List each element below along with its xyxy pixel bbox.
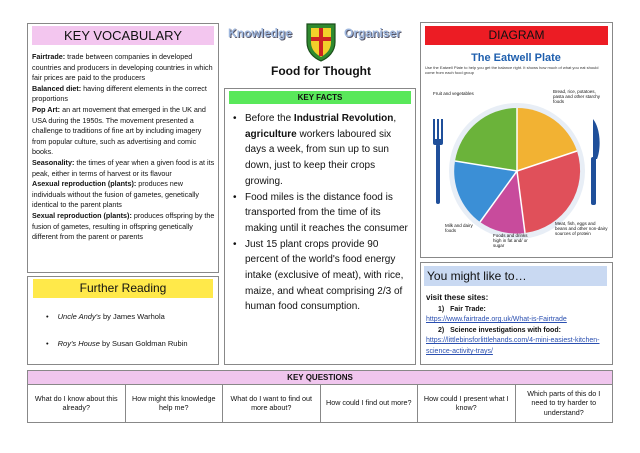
label-sugar-wrap [493,233,533,254]
vocab-entry: Pop Art: an art movement that emerged in the UK and USA during the 1950s. The movement presented a challenge to traditions of fine art by including imagery from popular culture, such as advertising and comic books. [32,104,206,157]
vocab-entry: Fairtrade: trade between companies in developed countries and producers in developing countries in which fair prices are paid to the producers [32,52,213,83]
fact-item: • Food miles is the distance food is transported from the time of its making until it reaches the consumer [231,190,413,237]
key-facts-heading: KEY FACTS [229,91,411,104]
question-cell: How could I find out more? [321,384,419,422]
label-sugar: Foods and drinks high in fat and/ or sugar [493,233,528,248]
vocab-entry: Seasonality: the times of year when a given food is at its peak, either in terms of harvest or its flavour [32,157,215,178]
question-cell: What do I want to find out more about? [223,384,321,422]
organiser-header [228,22,414,60]
knife-icon [591,119,600,205]
you-might-like-heading: You might like to… [424,266,607,286]
vocab-entry: Balanced diet: having different elements in the correct proportions [32,83,207,104]
plate-subtitle: Use the Eatwell Plate to help you get the balance right. It shows how much of what you eat should come from each food group [425,65,599,75]
fair-trade-link[interactable]: https://www.fairtrade.org.uk/What-is-Fairtrade [426,316,567,324]
key-vocabulary-heading: KEY VOCABULARY [32,26,214,45]
label-meat: Meat, fish, eggs and beans and other non-dairy sources of protein [555,221,608,236]
question-cell: What do I know about this already? [28,384,126,422]
question-cell: How could I present what I know? [418,384,516,422]
science-link[interactable]: https://littlebinsforlittlehands.com/4-mini-easiest-kitchen-science-activity-trays/ [426,337,600,355]
further-reading-heading: Further Reading [33,279,213,298]
question-cell: Which parts of this do I need to try harder to understand? [527,388,601,417]
page-title: Food for Thought [271,64,371,78]
vocab-entry: Asexual reproduction (plants): produces new individuals without the fusion of gametes, genetically identical to the parent plants [32,179,200,210]
vocabulary-list [32,52,216,243]
key-facts-panel [224,88,416,365]
diagram-panel [420,22,613,258]
eatwell-plate-figure [425,49,608,254]
fork-icon [433,119,443,204]
label-bread: Bread, rice, potatoes, pasta and other starchy foods [553,89,601,104]
knowledge-word: Knowledge [228,26,293,40]
sites-intro: visit these sites: [426,293,489,302]
site-item: 1) Fair Trade: [438,305,486,313]
plate-subtitle-wrap [425,65,608,79]
facts-list [231,111,413,315]
plate-title: The Eatwell Plate [471,52,561,64]
reading-list [46,303,188,357]
label-bread-wrap [553,89,608,111]
vocab-entry: Sexual reproduction (plants): produces offspring by the fusion of gametes, resulting in offspring genetically different from the parent or parents [32,210,215,242]
book-item: • Roy's House by Susan Goldman Rubin [46,330,188,357]
eatwell-plate-svg [425,49,608,254]
label-milk: Milk and dairy foods [445,223,473,233]
organiser-word: Organiser [344,26,401,40]
label-meat-wrap [555,221,608,251]
label-milk-wrap [445,223,479,239]
school-crest-icon [304,22,338,62]
key-questions-heading: KEY QUESTIONS [28,371,612,385]
sites-list [426,293,610,358]
question-cell: How might this knowledge help me? [126,384,224,422]
diagram-heading: DIAGRAM [425,26,608,45]
fact-item: • Before the Industrial Revolution, agriculture workers laboured six days a week, from sun up to sun down, just to keep their crops growing. [231,111,413,190]
label-fruit-veg: Fruit and vegetables [433,91,474,96]
key-questions-panel [27,370,613,423]
fruit-veg-segment [455,108,517,171]
book-item: • Uncle Andy's by James Warhola [46,303,188,330]
questions-row [28,384,612,422]
label-fruit-veg-wrap [433,91,481,107]
fact-item: • Just 15 plant crops provide 90 percent of the world's food energy intake (exclusive of meat), with rice, maize, and wheat comprising 2/3 of human food consumption. [231,237,413,316]
key-vocabulary-panel [27,23,219,273]
site-item: 2) Science investigations with food: [438,326,561,334]
